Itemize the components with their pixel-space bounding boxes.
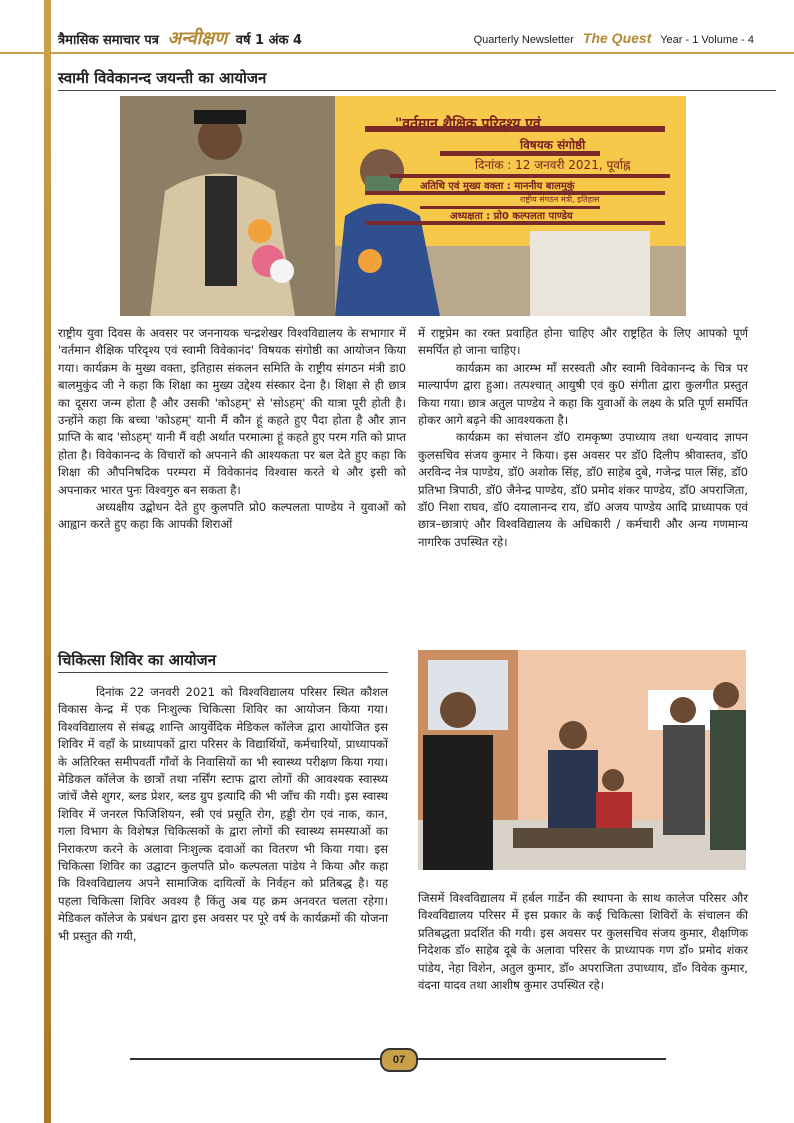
- banner-line3: दिनांक : 12 जनवरी 2021, पूर्वाह्न: [475, 158, 631, 172]
- section1-photo: [120, 96, 686, 316]
- header-english: [474, 30, 754, 46]
- banner-line1: "वर्तमान शैक्षिक परिदृश्य एवं: [395, 116, 541, 132]
- section1-title: स्वामी विवेकानन्द जयन्ती का आयोजन: [58, 69, 267, 87]
- header-hindi-suffix: वर्ष 1 अंक 4: [235, 33, 303, 48]
- section1-right-para-2: कार्यक्रम का आरम्भ माँ सरस्वती और स्वामी विवेकानन्द के चित्र पर माल्यार्पण द्वारा हुआ। तत्पश्चात् आयुषी एवं कु0 संगीता द्वारा कुलगीत प्रस्तुत किया गया। छात्र अतुल पाण्डेय ने कहा कि युवाओं के लक्ष्य के प्रति पूर्ण समर्पित होकर आगे बढ़ने की आवश्यकता है।: [418, 360, 748, 428]
- header-english-masthead: The Quest: [582, 30, 652, 46]
- section1-left-column: [58, 325, 406, 534]
- header-hindi-prefix: त्रैमासिक समाचार पत्र: [58, 33, 159, 48]
- section1-right-column: [418, 325, 748, 551]
- banner-line5: राष्ट्रीय संगठन मंत्री, इतिहास: [520, 195, 600, 204]
- header-english-suffix: Year - 1 Volume - 4: [660, 34, 754, 46]
- section2-right-column: [418, 890, 748, 994]
- section2-left-para-1: दिनांक 22 जनवरी 2021 को विश्वविद्यालय परिसर स्थित कौशल विकास केन्द्र में एक निःशुल्क चिकित्सा शिविर का आयोजन किया गया। विश्वविद्यालय से संबद्ध शान्ति आयुर्वेदिक मेडिकल कॉलेज द्वारा आयोजित इस शिविर में वहाँ के प्राध्यापकों द्वारा परिसर के विद्यार्थियों, कर्मचारियों, प्राध्यापकों के अतिरिक्त समीपवर्ती गाँवों के निवासियों का भी स्वास्थ्य परीक्षण किया गया। मेडिकल कॉलेज के छात्रों तथा नर्सिंग स्टाफ द्वारा लोगों की आवश्यक स्वास्थ्य जांचें जैसे शुगर, ब्लड प्रेशर, ब्लड ग्रुप इत्यादि की भी जाँच की गयी। इस स्वास्थ शिविर में जनरल फिजिशियन, स्त्री एवं प्रसूति रोग, हड्डी रोग एवं नाक, कान, गला विभाग के विशेषज्ञ चिकित्सकों के द्वारा लोगों की स्वास्थ्य समस्याओं का निराकरण करने के अलावा निःशुल्क दवाओं का वितरण भी किया गया। इस चिकित्सा शिविर का उद्घाटन कुलपति प्रो० कल्पलता पांडेय ने किया और कहा कि विश्वविद्यालय अपने सामाजिक दायित्वों के निर्वहन को प्रतिबद्ध है। यह पहला चिकित्सा शिविर अवश्य है किंतु अब यह क्रम अनवरत चलता रहेगा। मेडिकल कॉलेज के प्रबंधन द्वारा इस अवसर पर पूरे वर्ष के कार्यक्रमों की योजना भी प्रस्तुत की गयी,: [58, 685, 388, 943]
- page-header: [0, 22, 794, 54]
- section2-right-para-1: जिसमें विश्वविद्यालय में हर्बल गार्डेन की स्थापना के साथ कालेज परिसर और विश्वविद्यालय परिसर में इस प्रकार के कई चिकित्सा शिविरों के संचालन की प्रतिबद्धता प्रदर्शित की गयी। इस अवसर पर कुलसचिव संजय कुमार, शैक्षणिक निदेशक डॉ० साहेब दूबे के अलावा परिसर के प्राध्यापक गण डॉ० प्रमोद शंकर पांडेय, नेहा विशेन, अतुल कुमार, डॉ० अपराजिता उपाध्याय, डॉ० विवेक कुमार, वंदना यादव तथा आशीष कुमार उपस्थित रहे।: [418, 891, 748, 993]
- section2-photo: [418, 650, 746, 870]
- section1-right-para-3: कार्यक्रम का संचालन डॉ0 रामकृष्ण उपाध्याय तथा धन्यवाद ज्ञापन कुलसचिव संजय कुमार ने किया। इस अवसर पर डॉ0 दिलीप श्रीवास्तव, डॉ0 अरविन्द नेत्र पाण्डेय, डॉ0 अशोक सिंह, डॉ0 साहेब दुबे, गजेन्द्र पाल सिंह, डॉ0 प्रतिभा त्रिपाठी, डॉ0 जैनेन्द्र पाण्डेय, डॉ0 प्रमोद शंकर पाण्डेय, डॉ0 अपराजिता, डॉ0 निशा राघव, डॉ0 दयालानन्द राय, डॉ0 अजय पाण्डेय आदि प्राध्यापक एवं छात्र–छात्राएं और विश्वविद्यालय के अधिकारी / कर्मचारी और अन्य गणमान्य नागरिक उपस्थित रहे।: [418, 430, 748, 549]
- section2-left-column: [58, 684, 388, 945]
- banner-line2: विषयक संगोष्ठी: [520, 138, 586, 152]
- banner-line4: अतिथि एवं मुख्य वक्ता : माननीय बालमुकुं: [420, 181, 575, 192]
- section1-left-para-1: राष्ट्रीय युवा दिवस के अवसर पर जननायक चन्द्रशेखर विश्वविद्यालय के सभागार में 'वर्तमान शैक्षिक परिदृश्य एवं स्वामी विवेकानंद' विषयक संगोष्ठी का आयोजन किया गया। कार्यक्रम के मुख्य वक्ता, इतिहास संकलन समिति के राष्ट्रीय संगठन मंत्री डा0 बालमुकुंद जी ने कहा कि शिक्षा का मुख्य उद्देश्य संस्कार देना है। शिक्षा से ही छात्र का दूसरा जन्म होता है और उसकी 'कोऽहम्' से 'सोऽहम्' की यात्रा पूरी होती है। उन्होंने कहा कि बच्चा 'कोऽहम्' यानी मैं कौन हूं कहते हुए पैदा होता है और ज्ञान प्राप्ति के बाद 'सोऽहम्' यानी मैं वही अर्थात परमात्मा हूं कहते हुए परम गति को प्राप्त होता है। विवेकानन्द के विचारों को अपनाने की आश्यकता पर बल देते हुए कहा कि शिक्षा की औपनिषदिक परम्परा में विवेकानंद विश्वास करते थे और इसी को अपनाकर भारत पुनः विश्वगुरु बन सकता है।: [58, 326, 406, 497]
- section2-title: चिकित्सा शिविर का आयोजन: [58, 651, 217, 669]
- header-hindi-masthead: अन्वीक्षण: [167, 28, 228, 49]
- section1-divider: [58, 90, 776, 91]
- page-number: 07: [380, 1048, 418, 1072]
- header-hindi: [58, 26, 302, 50]
- header-english-prefix: Quarterly Newsletter: [473, 34, 574, 46]
- medical-camp-photo-illustration: [418, 650, 746, 870]
- section1-left-para-2: अध्यक्षीय उद्बोधन देते हुए कुलपति प्रो0 कल्पलता पाण्डेय ने युवाओं को आह्वान करते हुए कहा कि आपकी शिराओं: [58, 500, 406, 532]
- banner-line6: अध्यक्षता : प्रो0 कल्पलता पाण्डेय: [450, 211, 573, 222]
- gold-margin-bar: [44, 0, 51, 1123]
- section1-right-para-1: में राष्ट्रप्रेम का रक्त प्रवाहित होना चाहिए और राष्ट्रहित के लिए आपको पूर्ण समर्पित हो जाना चाहिए।: [418, 326, 748, 358]
- section2-divider: [58, 672, 388, 673]
